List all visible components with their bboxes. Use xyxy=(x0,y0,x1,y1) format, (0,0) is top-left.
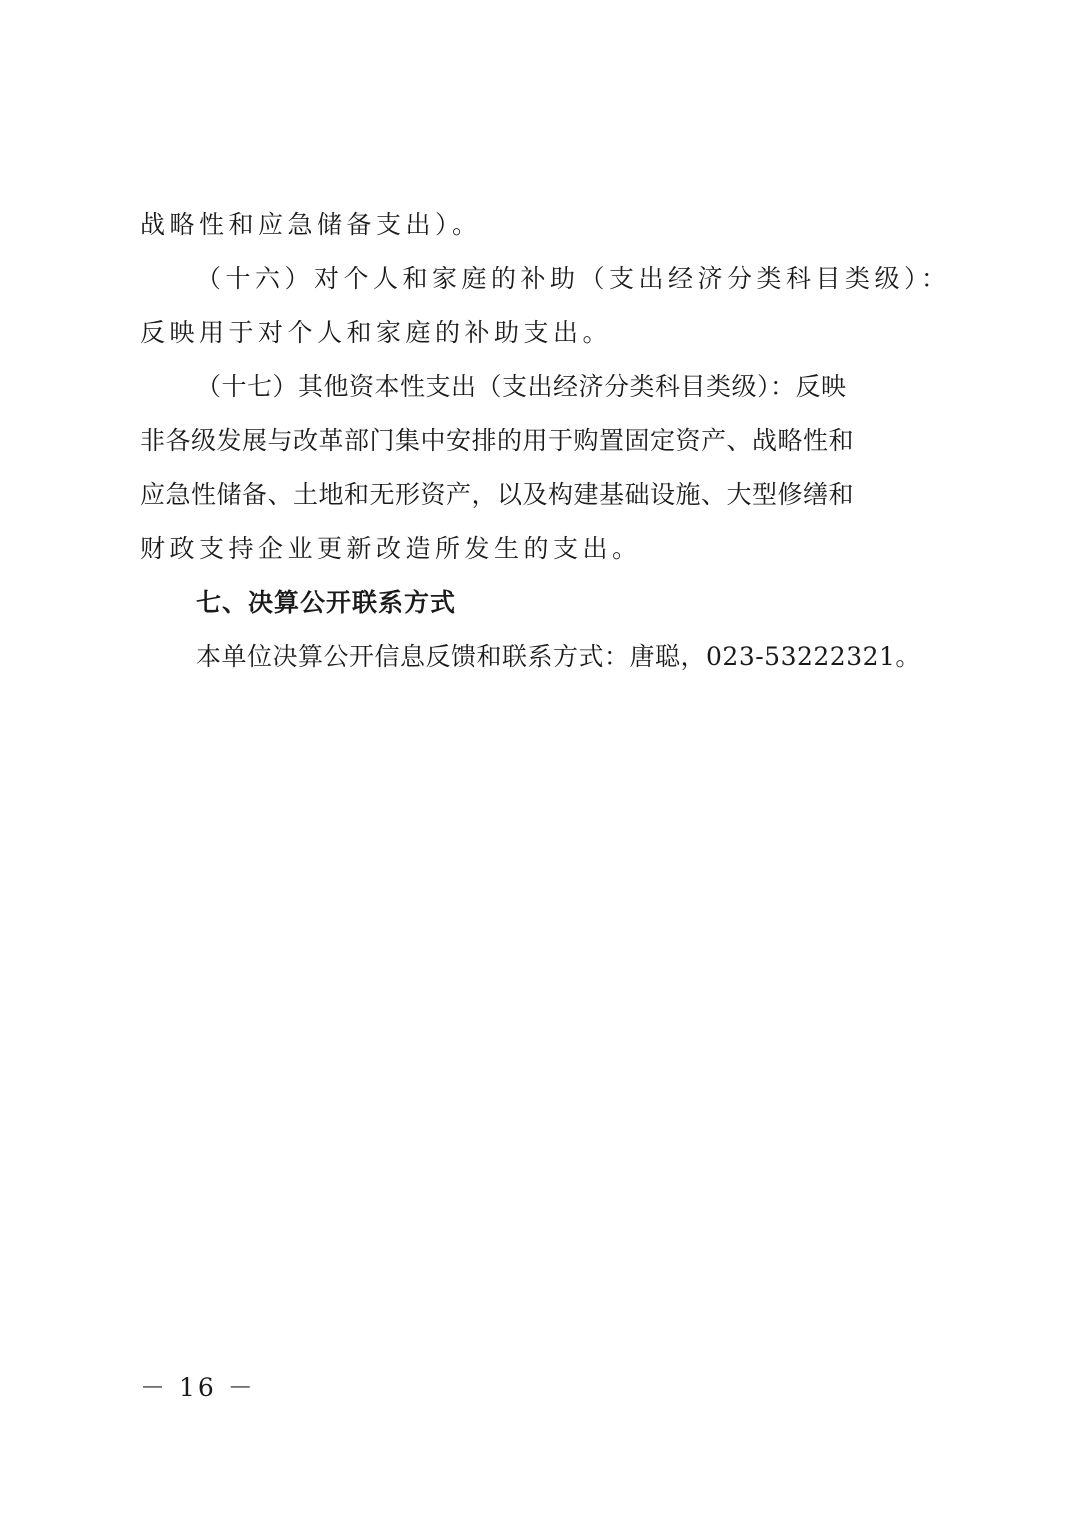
body-text xyxy=(140,198,951,684)
section-heading: 七、决算公开联系方式 xyxy=(196,588,457,617)
paragraph-line-item-16: （十六）对个人和家庭的补助（支出经济分类科目类级）： xyxy=(196,264,951,293)
paragraph-line-item-16-desc: 反映用于对个人和家庭的补助支出。 xyxy=(140,318,613,347)
page-number: － 16 － xyxy=(140,1373,256,1402)
paragraph-line-item-17-desc-2: 应急性储备、土地和无形资产，以及构建基础设施、大型修缮和 xyxy=(140,480,855,509)
paragraph-line-continuation: 战略性和应急储备支出）。 xyxy=(140,210,482,239)
contact-line: 本单位决算公开信息反馈和联系方式：唐聪，023-53222321。 xyxy=(196,642,921,671)
paragraph-line-item-17-desc-1: 非各级发展与改革部门集中安排的用于购置固定资产、战略性和 xyxy=(140,426,855,455)
paragraph-line-item-17: （十七）其他资本性支出（支出经济分类科目类级）：反映 xyxy=(196,372,847,401)
paragraph-line-item-17-desc-3: 财政支持企业更新改造所发生的支出。 xyxy=(140,534,642,563)
